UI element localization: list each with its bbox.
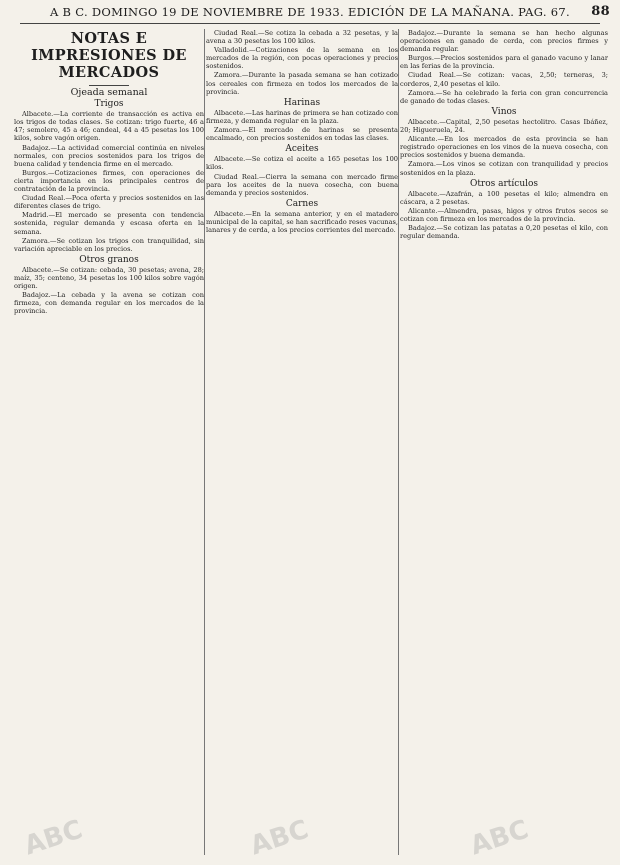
header-rule (20, 23, 600, 24)
section-heading-otros-articulos: Otros artículos (469, 178, 539, 189)
abc-watermark: ABC (466, 814, 533, 862)
column-divider-2 (398, 29, 399, 855)
abc-watermark: ABC (20, 814, 87, 862)
paragraph: Badajoz.—Se cotizan las patatas a 0,20 pesetas el kilo, con regular demanda. (400, 224, 608, 241)
header-mark: 88 (591, 4, 610, 19)
section-heading-vinos: Vinos (491, 106, 517, 117)
paragraph: Ciudad Real.—Se cotizan: vacas, 2,50; terneras, 3; corderos, 2,40 pesetas el kilo. (400, 71, 608, 88)
page-header (50, 5, 610, 23)
paragraph: Badajoz.—Durante la semana se han hecho algunas operaciones en ganado de cerda, con precios firmes y demanda regular. (400, 29, 608, 54)
abc-watermark: ABC (246, 814, 313, 862)
paragraph: Burgos.—Cotizaciones firmes, con operaciones de cierta importancia en los principales centros de contratación de la provincia. (14, 168, 204, 194)
paragraph: Alicante.—En los mercados de esta provincia se han registrado operaciones en los vinos de la nueva cosecha, con precios sostenidos y buena demanda. (400, 135, 608, 160)
paragraph: Ciudad Real.—Se cotiza la cebada a 32 pesetas, y la avena a 30 pesetas los 100 kilos. (206, 29, 398, 46)
paragraph: Alicante.—Almendra, pasas, higos y otros frutos secos se cotizan con firmeza en los mercados de la provincia. (400, 206, 608, 223)
section-heading-harinas: Harinas (283, 97, 321, 108)
paragraph: Zamora.—El mercado de harinas se presenta encalmado, con precios sostenidos en todas las clases. (206, 126, 398, 143)
paragraph: Albacete.—En la semana anterior, y en el matadero municipal de la capital, se han sacrificado reses vacunas, lanares y de cerda, a los precios corrientes del mercado. (206, 209, 398, 235)
article-subtitle: Ojeada semanal (70, 87, 148, 98)
section-heading-aceites: Aceites (285, 144, 319, 155)
paragraph: Albacete.—Las harinas de primera se han cotizado con firmeza, y demanda regular en la plaza. (206, 108, 398, 125)
paragraph: Madrid.—El mercado se presenta con tendencia sostenida, regular demanda y escasa oferta en la semana. (14, 211, 204, 236)
paragraph: Zamora.—Los vinos se cotizan con tranquilidad y precios sostenidos en la plaza. (400, 160, 608, 177)
paragraph: Albacete.—Capital, 2,50 pesetas hectolitro. Casas Ibáñez, 20; Higueruela, 24. (400, 117, 608, 135)
title-separator (89, 85, 129, 86)
column-divider-1 (204, 29, 205, 855)
paragraph: Ciudad Real.—Poca oferta y precios sostenidos en las diferentes clases de trigo. (14, 194, 204, 211)
column-1 (14, 29, 204, 859)
paragraph: Zamora.—Se cotizan los trigos con tranquilidad, sin variación apreciable en los precios. (14, 236, 204, 253)
paragraph: Albacete.—Se cotizan: cebada, 30 pesetas; avena, 28; maíz, 35; centeno, 34 pesetas los 100 kilos sobre vagón origen. (14, 265, 204, 291)
column-3 (400, 29, 608, 859)
section-heading-carnes: Carnes (285, 198, 319, 209)
paragraph: Albacete.—La corriente de transacción es activa en los trigos de todas clases. Se cotizan: trigo fuerte, 46 a 47; semolero, 45 a 46; candeal, 44 a 45 pesetas los 100 kilos, sobre vagón origen. (14, 110, 204, 143)
paragraph: Badajoz.—La actividad comercial continúa en niveles normales, con precios sostenidos para los trigos de buena calidad y tendencia firme en el mercado. (14, 143, 204, 168)
paragraph: Badajoz.—La cebada y la avena se cotizan con firmeza, con demanda regular en los mercados de la provincia. (14, 291, 204, 316)
column-2 (206, 29, 398, 859)
header-text: A B C. DOMINGO 19 DE NOVIEMBRE DE 1933. EDICIÓN DE LA MAÑANA. PAG. 67. (50, 5, 570, 19)
paragraph: Zamora.—Se ha celebrado la feria con gran concurrencia de ganado de todas clases. (400, 88, 608, 105)
paragraph: Albacete.—Se cotiza el aceite a 165 pesetas los 100 kilos. (206, 155, 398, 172)
paragraph: Albacete.—Azafrán, a 100 pesetas el kilo; almendra en cáscara, a 2 pesetas. (400, 189, 608, 206)
paragraph: Ciudad Real.—Cierra la semana con mercado firme para los aceites de la nueva cosecha, con buena demanda y precios sostenidos. (206, 172, 398, 197)
article-title: NOTAS E IMPRESIONES DE MERCADOS (31, 30, 187, 81)
paragraph: Burgos.—Precios sostenidos para el ganado vacuno y lanar en las ferias de la provincia. (400, 54, 608, 71)
section-heading-trigos: Trigos (94, 99, 124, 110)
paragraph: Valladolid.—Cotizaciones de la semana en los mercados de la región, con pocas operaciones y precios sostenidos. (206, 46, 398, 71)
section-heading-otros-granos: Otros granos (79, 254, 139, 265)
paragraph: Zamora.—Durante la pasada semana se han cotizado los cereales con firmeza en todos los mercados de la provincia. (206, 71, 398, 96)
